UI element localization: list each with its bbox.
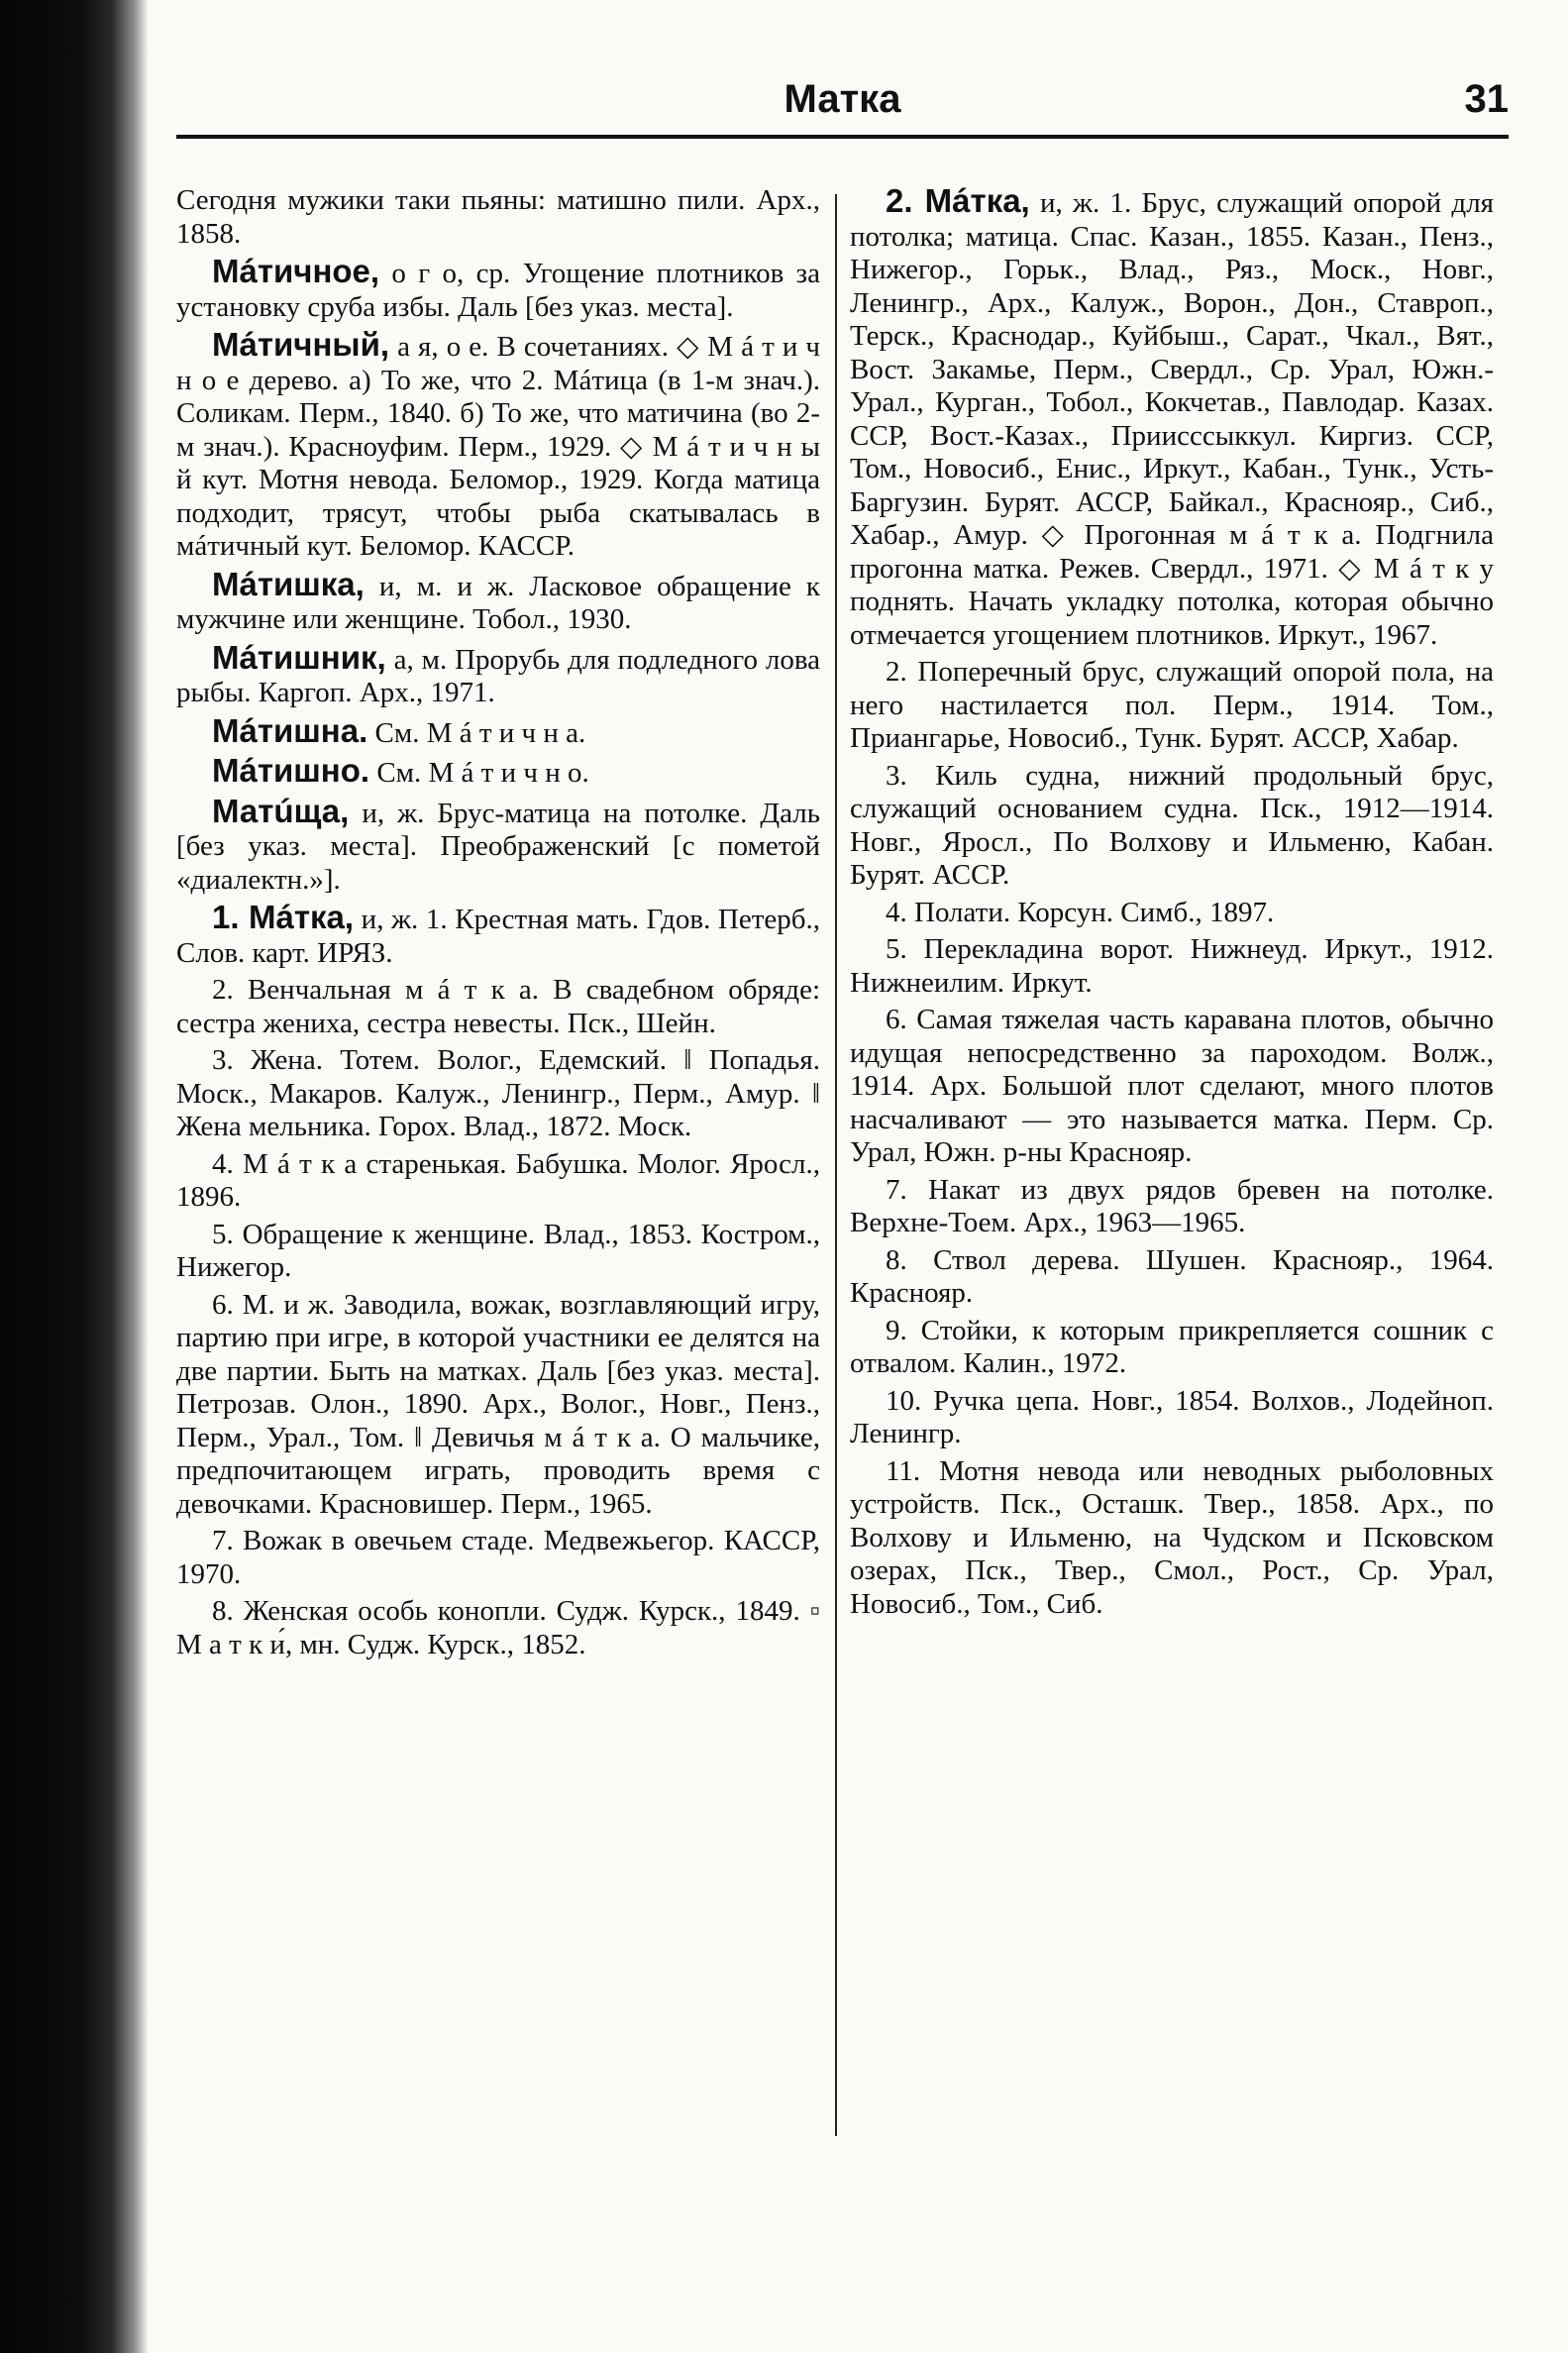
dictionary-entry bbox=[850, 184, 1494, 652]
entry-text: 11. Мотня невода или неводных рыболовных устройств. Пск., Осташк. Твер., 1858. Арх., по Волхову и Ильменю, на Чудском и Псковском озерах, Пск., Твер., Смол., Рост., Ср. Урал, Новосиб., Том., Сиб. bbox=[850, 1454, 1494, 1620]
dictionary-entry bbox=[850, 1004, 1494, 1170]
dictionary-entry bbox=[176, 1595, 820, 1661]
dictionary-entry bbox=[176, 792, 821, 898]
entry-text: 5. Обращение к женщине. Влад., 1853. Костром., Нижегор. bbox=[176, 1218, 820, 1283]
entry-text: 4. Полати. Корсун. Симб., 1897. bbox=[886, 896, 1275, 928]
header-rule bbox=[176, 135, 1509, 139]
dictionary-entry bbox=[850, 656, 1494, 756]
entry-text: о г о, ср. Угощение плотников за установку сруба избы. Даль [без указ. места]. bbox=[176, 258, 821, 323]
entry-text: и, м. и ж. Ласковое обращение к мужчине или женщине. Тобол., 1930. bbox=[176, 570, 820, 635]
dictionary-page bbox=[176, 0, 1509, 2353]
entry-text: 5. Перекладина ворот. Нижнеуд. Иркут., 1912. Нижнеилим. Иркут. bbox=[850, 933, 1494, 999]
dictionary-entry bbox=[176, 1044, 820, 1144]
entry-text: 2. Венчальная м á т к а. В свадебном обряде: сестра жениха, сестра невесты. Пск., Шейн. bbox=[176, 974, 820, 1039]
dictionary-entry bbox=[176, 638, 820, 710]
dictionary-entry bbox=[176, 255, 820, 324]
dictionary-entry bbox=[176, 1219, 820, 1285]
dictionary-entry bbox=[176, 1148, 820, 1215]
right-column bbox=[850, 184, 1494, 1625]
entry-text: а я, о е. В сочетаниях. ◇ М á т и ч н о е дерево. а) То же, что 2. Мáтица (в 1-м знач.). Соликам. Перм., 1840. б) То же, что матичина (во 2-м знач.). Красноуфим. Перм., 1929. ◇ М á т и ч н ы й кут. Мотня невода. Беломор., 1929. Когда матица подходит, трясут, чтобы рыба скатывалась в мáтичный кут. Беломор. КАССР. bbox=[176, 331, 820, 562]
entry-text: 7. Вожак в овечьем стаде. Медвежьегор. КАССР, 1970. bbox=[176, 1525, 820, 1590]
dictionary-entry bbox=[176, 974, 820, 1040]
entry-text: 2. Поперечный брус, служащий опорой пола, на него настилается пол. Перм., 1914. Том., Приангарье, Новосиб., Тунк. Бурят. АССР, Хабар. bbox=[850, 656, 1494, 754]
dictionary-entry bbox=[850, 897, 1494, 930]
entry-text: 8. Ствол дерева. Шушен. Краснояр., 1964. Краснояр. bbox=[850, 1243, 1494, 1309]
entry-text: и, ж. 1. Крестная мать. Гдов. Петерб., Слов. карт. ИРЯЗ. bbox=[176, 904, 821, 969]
book-binding-shadow bbox=[0, 0, 149, 2353]
dictionary-entry bbox=[176, 328, 820, 564]
entry-headword: Мáтишно. bbox=[212, 752, 370, 789]
entry-headword: Мáтишна. bbox=[212, 711, 368, 749]
column-divider bbox=[835, 194, 837, 2136]
entry-text: Сегодня мужики таки пьяны: матишно пили. Арх., 1858. bbox=[176, 184, 820, 250]
entry-text: и, ж. Брус-матица на потолке. Даль [без указ. места]. Преображенский [с пометой «диалектн.»]. bbox=[176, 797, 821, 896]
entry-headword: Матúща, bbox=[212, 792, 350, 829]
entry-text: и, ж. 1. Брус, служащий опорой для потолка; матица. Спас. Казан., 1855. Казан., Пенз., Нижегор., Горьк., Влад., Ряз., Моск., Новг., Ленингр., Арх., Калуж., Ворон., Дон., Ставроп., Терск., Краснодар., Куйбыш., Сарат., Чкал., Вят., Вост. Закамье, Перм., Свердл., Ср. Урал, Южн.-Урал., Курган., Тобол., Кокчетав., Павлодар. Казах. ССР, Вост.-Казах., Приисссыккул. Киргиз. ССР, Том., Новосиб., Енис., Иркут., Кабан., Тунк., Усть-Баргузин. Бурят. АССР, Байкал., Краснояр., Сиб., Хабар., Амур. ◇ Прогонная м á т к а. Подгнила прогонна матка. Режев. Свердл., 1971. ◇ М á т к у поднять. Начать укладку потолка, которая обычно отмечается угощением плотников. Иркут., 1967. bbox=[850, 187, 1495, 651]
entry-text: 7. Накат из двух рядов бревен на потолке. Верхне-Тоем. Арх., 1963—1965. bbox=[850, 1173, 1494, 1238]
entry-text: 3. Жена. Тотем. Волог., Едемский. ‖ Попадья. Моск., Макаров. Калуж., Ленингр., Перм., Амур. ‖ Жена мельника. Горох. Влад., 1872. Моск. bbox=[176, 1044, 820, 1142]
dictionary-entry bbox=[850, 1244, 1494, 1311]
page-header bbox=[176, 59, 1509, 147]
dictionary-entry bbox=[176, 754, 820, 791]
dictionary-entry bbox=[176, 901, 820, 970]
entry-text: 4. М á т к а старенькая. Бабушка. Молог. Яросл., 1896. bbox=[176, 1147, 820, 1213]
entry-headword: Мáтичный, bbox=[212, 326, 390, 363]
entry-headword: Мáтичное, bbox=[212, 253, 380, 289]
entry-text: 6. Самая тяжелая часть каравана плотов, обычно идущая непосредственно за пароходом. Волж., 1914. Арх. Большой плот сделают, много плотов насчаливают — это называется матка. Перм. Ср. Урал, Южн. р-ны Краснояр. bbox=[850, 1004, 1494, 1168]
left-column bbox=[176, 184, 820, 1665]
entry-text: См. М á т и ч н а. bbox=[374, 716, 586, 749]
dictionary-entry bbox=[850, 1315, 1494, 1381]
dictionary-entry bbox=[850, 760, 1494, 893]
dictionary-entry bbox=[176, 565, 820, 637]
entry-headword: Мáтишка, bbox=[212, 565, 365, 602]
dictionary-entry bbox=[176, 184, 820, 251]
dictionary-entry bbox=[850, 1385, 1494, 1451]
entry-text: 8. Женская особь конопли. Судж. Курск., 1849. ▫ М а т к и́, мн. Судж. Курск., 1852. bbox=[176, 1595, 820, 1660]
page-number: 31 bbox=[1464, 77, 1509, 121]
entry-text: 10. Ручка цепа. Новг., 1854. Волхов., Лодейноп. Ленингр. bbox=[850, 1384, 1494, 1449]
dictionary-entry bbox=[850, 1455, 1494, 1622]
entry-text: 6. М. и ж. Заводила, вожак, возглавляющий игру, партию при игре, в которой участники ее делятся на две партии. Быть на матках. Даль [без указ. места]. Петрозав. Олон., 1890. Арх., Волог., Новг., Пенз., Перм., Урал., Том. ‖ Девичья м á т к а. О мальчике, предпочитающем играть, проводить время с девочками. Красновишер. Перм., 1965. bbox=[176, 1288, 820, 1520]
dictionary-entry bbox=[850, 1174, 1494, 1240]
entry-headword: Мáтишник, bbox=[212, 638, 386, 676]
entry-text: 9. Стойки, к которым прикрепляется сошник с отвалом. Калин., 1972. bbox=[850, 1314, 1494, 1379]
entry-headword: 1. Мáтка, bbox=[212, 899, 355, 935]
dictionary-entry bbox=[176, 1289, 820, 1522]
dictionary-entry bbox=[176, 1525, 820, 1591]
entry-headword: 2. Мáтка, bbox=[886, 182, 1030, 219]
entry-text: См. М á т и ч н о. bbox=[376, 757, 589, 789]
dictionary-entry bbox=[176, 711, 820, 751]
entry-text: 3. Киль судна, нижний продольный брус, служащий основанием судна. Пск., 1912—1914. Новг., Яросл., По Волхову и Ильменю, Кабан. Бурят. АССР. bbox=[850, 759, 1494, 891]
running-head-word: Матка bbox=[784, 77, 901, 121]
entry-text: а, м. Прорубь для подледного лова рыбы. Каргоп. Арх., 1971. bbox=[176, 643, 820, 708]
dictionary-entry bbox=[850, 933, 1494, 1000]
